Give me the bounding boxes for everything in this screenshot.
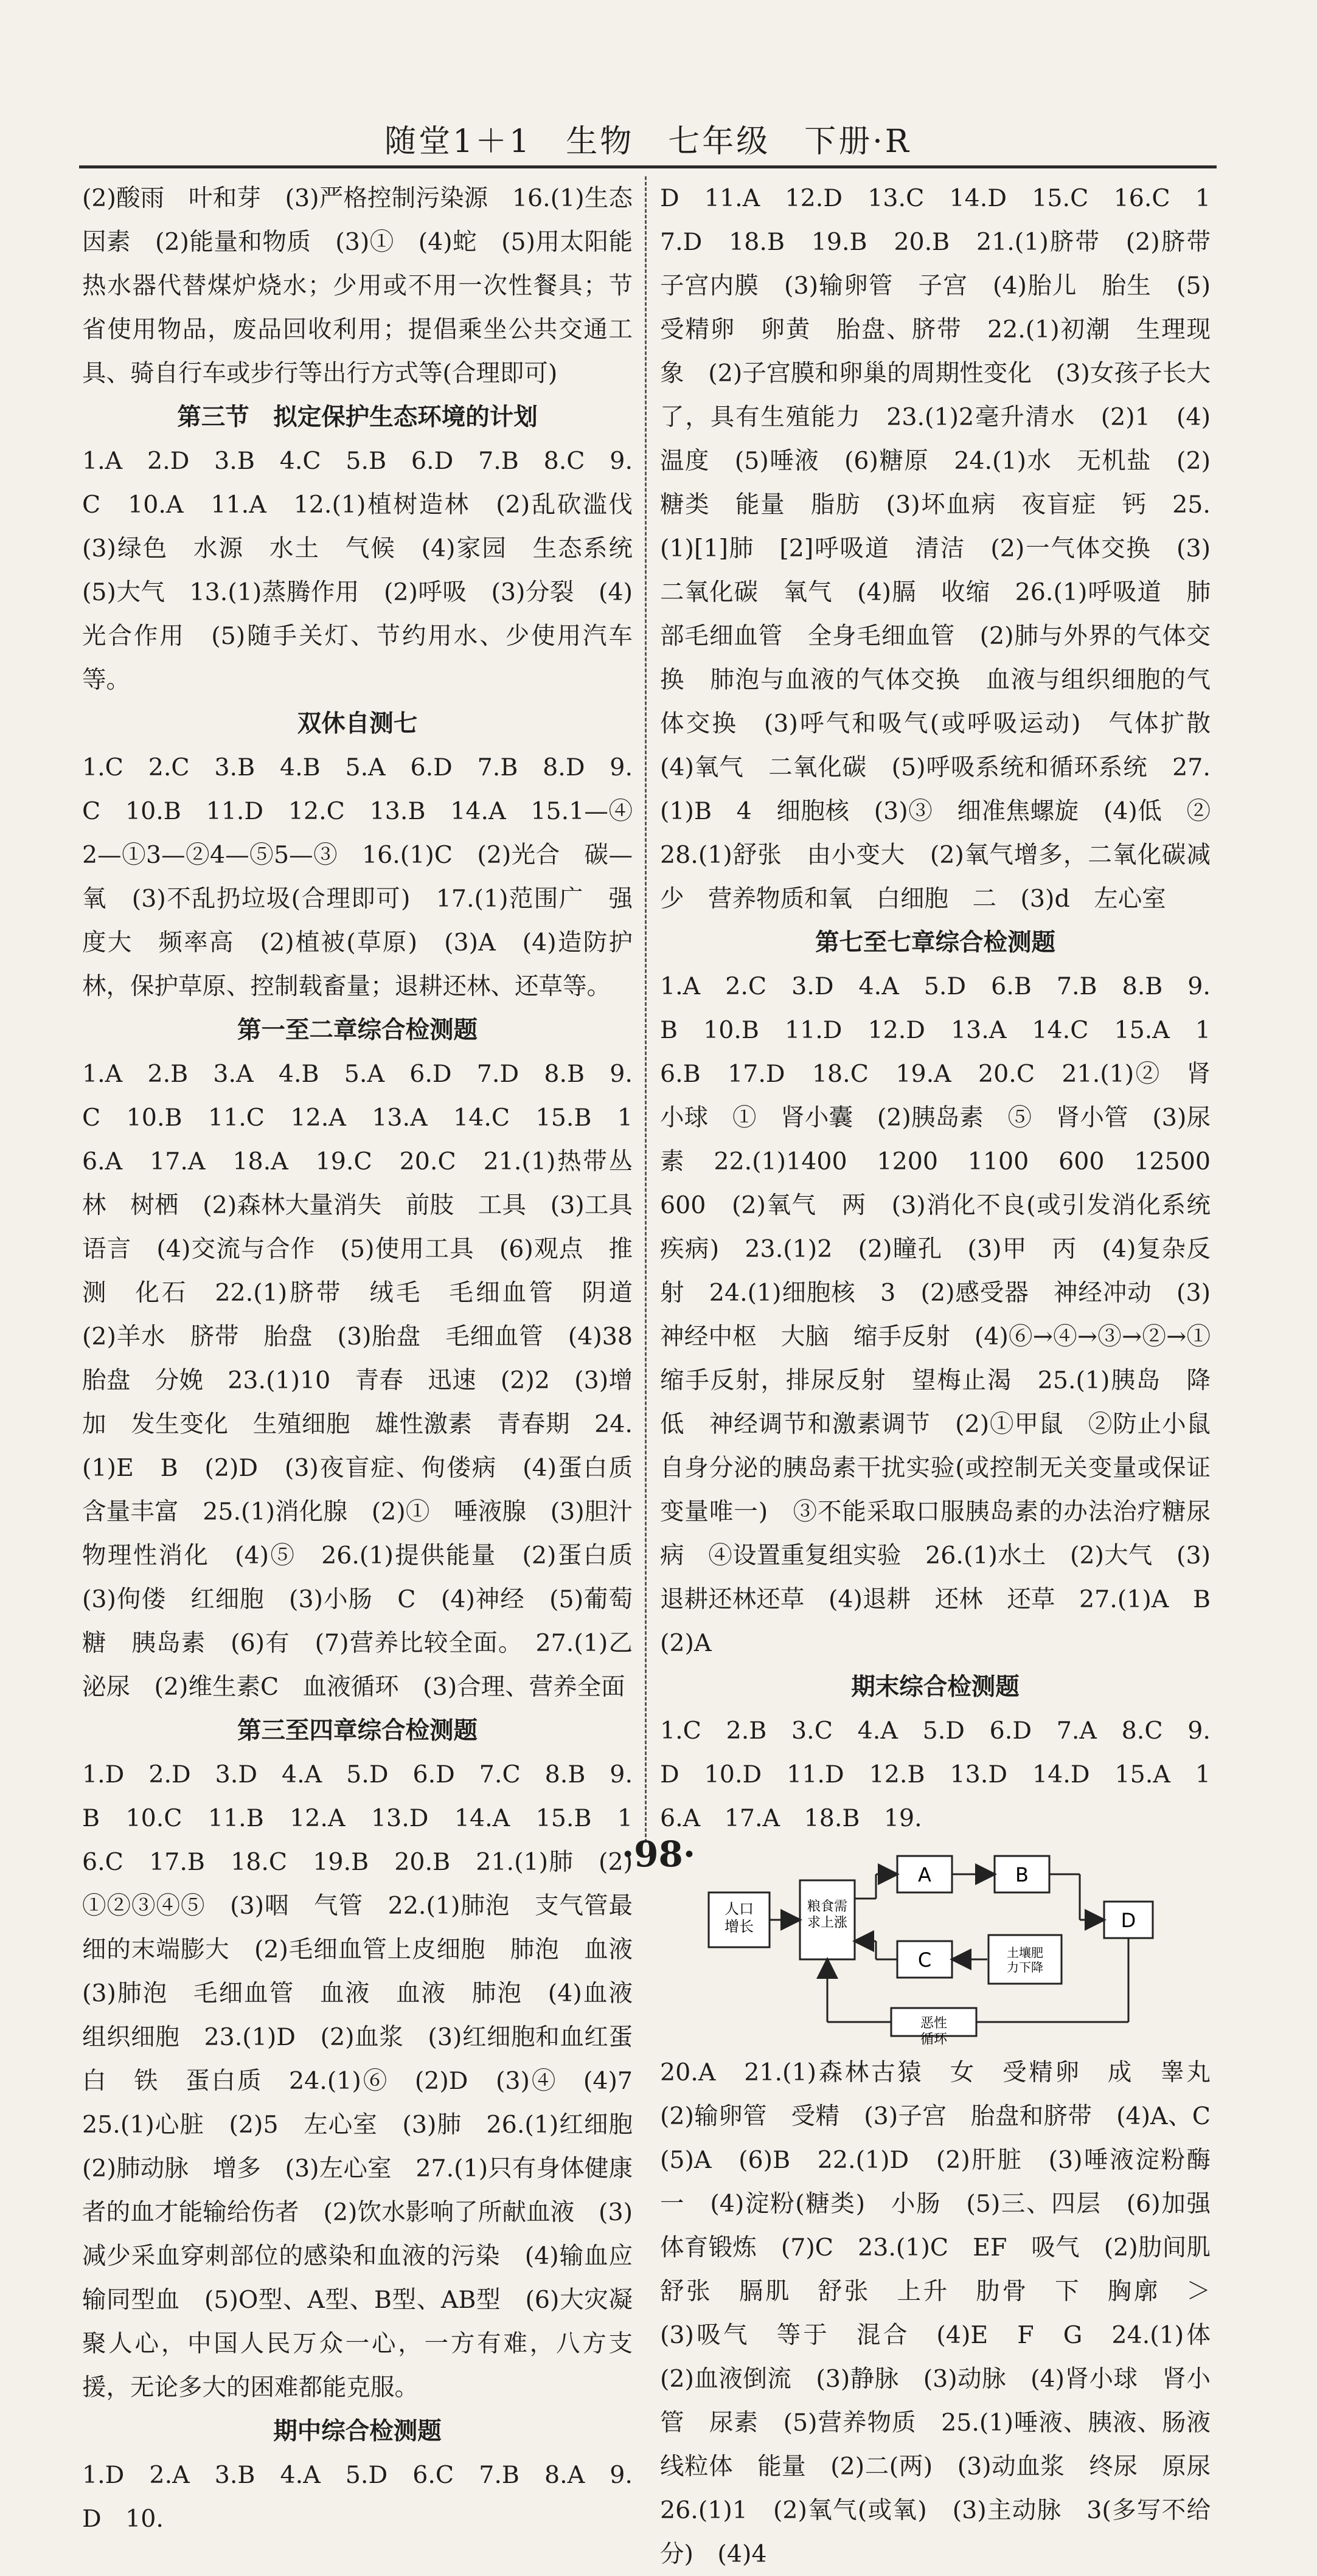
page-header: 随堂1＋1 生物 七年级 下册·R	[384, 123, 911, 160]
left-column	[82, 176, 657, 2541]
answer-block: 1.A 2.D 3.B 4.C 5.B 6.D 7.B 8.C 9.C 10.A 11.A 12.(1)植树造林 (2)乱砍滥伐 (3)绿色 水源 水土 气候 (4)家园 生态系统 (5)大气 13.(1)蒸腾作用 (2)呼吸 (3)分裂 (4)光合作用 (5)随手关灯、节约用水、少使用汽车等。	[82, 447, 657, 694]
answer-block: 1.C 2.C 3.B 4.B 5.A 6.D 7.B 8.D 9.C 10.B 11.D 12.C 13.B 14.A 15.1—④2—①3—②4—⑤5—③ 16.(1)C (2)光合 碳—氧 (3)不乱扔垃圾(合理即可) 17.(1)范围广 强度大 频率高 (2)植被(草原) (3)A (4)造防护林，保护草原、控制载畜量；退耕还林、还草等。	[82, 753, 633, 1000]
population-label: 人口增长	[725, 1900, 754, 1935]
grain-label: 粮食需求上涨	[807, 1899, 848, 1931]
box-c-label: C	[917, 1948, 932, 1972]
soil-label: 土壤肥力下降	[1007, 1945, 1043, 1975]
section-title: 期中综合检测题	[273, 2417, 442, 2445]
answer-block: 1.A 2.C 3.D 4.A 5.D 6.B 7.B 8.B 9.B 10.B 11.D 12.D 13.A 14.C 15.A 16.B 17.D 18.C 19.A 20.C 21.(1)② 肾小球 ① 肾小囊 (2)胰岛素 ⑤ 肾小管 (3)尿素 22.(1)1400 1200 1100 600 12500 600 (2)氧气 两 (3)消化不良(或引发消化系统疾病) 23.(1)2 (2)瞳孔 (3)甲 丙 (4)复杂反射 24.(1)细胞核 3 (2)感受器 神经冲动 (3)神经中枢 大脑 缩手反射 (4)⑥→④→③→②→① 缩手反射，排尿反射 望梅止渴 25.(1)胰岛 降低 神经调节和激素调节 (2)①甲鼠 ②防止小鼠自身分泌的胰岛素干扰实验(或控制无关变量或保证变量唯一) ③不能采取口服胰岛素的办法治疗糖尿病 ④设置重复组实验 26.(1)水土 (2)大气 (3)退耕还林还草 (4)退耕 还林 还草 27.(1)A B (2)A	[660, 972, 1235, 1657]
section-title: 第一至二章综合检测题	[237, 1016, 478, 1044]
answer-block: D 11.A 12.D 13.C 14.D 15.C 16.C 17.D 18.B 19.B 20.B 21.(1)脐带 (2)脐带 子宫内膜 (3)输卵管 子宫 (4)胎儿 胎生 (5)受精卵 卵黄 胎盘、脐带 22.(1)初潮 生理现象 (2)子宫膜和卵巢的周期性变化 (3)女孩子长大了，具有生殖能力 23.(1)2毫升清水 (2)1 (4)温度 (5)唾液 (6)糖原 24.(1)水 无机盐 (2)糖类 能量 脂肪 (3)坏血病 夜盲症 钙 25.(1)[1]肺 [2]呼吸道 清洁 (2)一气体交换 (3)二氧化碳 氧气 (4)膈 收缩 26.(1)呼吸道 肺部毛细血管 全身毛细血管 (2)肺与外界的气体交换 肺泡与血液的气体交换 血液与组织细胞的气体交换 (3)呼气和吸气(或呼吸运动) 气体扩散 (4)氧气 二氧化碳 (5)呼吸系统和循环系统 27.(1)B 4 细胞核 (3)③ 细准焦螺旋 (4)低 ② 28.(1)舒张 由小变大 (2)氧气增多，二氧化碳减少 营养物质和氧 白细胞 二 (3)d 左心室	[660, 184, 1235, 913]
page-number: ·98·	[621, 1833, 696, 1875]
box-a-label: A	[918, 1863, 931, 1886]
section-title: 期末综合检测题	[851, 1673, 1020, 1701]
box-b-label: B	[1015, 1863, 1029, 1886]
answer-block: 20.A 21.(1)森林古猿 女 受精卵 成 睾丸 (2)输卵管 受精 (3)子宫 胎盘和脐带 (4)A、C (5)A (6)B 22.(1)D (2)肝脏 (3)唾液淀粉酶 一 (4)淀粉(糖类) 小肠 (5)三、四层 (6)加强体育锻炼 (7)C 23.(1)C EF 吸气 (2)肋间肌 舒张 膈肌 舒张 上升 肋骨 下 胸廓 ＞ (3)吸气 等于 混合 (4)E F G 24.(1)体 (2)血液倒流 (3)静脉 (3)动脉 (4)肾小球 肾小管 尿素 (5)营养物质 25.(1)唾液、胰液、肠液 线粒体 能量 (2)二(两) (3)动血浆 终尿 原尿 26.(1)1 (2)氧气(或氧) (3)主动脉 3(多写不给分) (4)4	[660, 2058, 1235, 2568]
right-column	[660, 176, 1235, 2576]
section-title: 第三至四章综合检测题	[237, 1717, 478, 1745]
box-d-label: D	[1121, 1909, 1136, 1932]
answer-block: 1.C 2.B 3.C 4.A 5.D 6.D 7.A 8.C 9.D 10.D 11.D 12.B 13.D 14.D 15.A 16.A 17.A 18.B 19.	[660, 1717, 1211, 1832]
column-divider	[645, 176, 647, 1843]
cycle-label: 恶性循环	[920, 2016, 948, 2048]
header-rule	[79, 165, 1217, 168]
cycle-diagram	[703, 1844, 1177, 2051]
section-title: 第七至七章综合检测题	[815, 929, 1055, 957]
answer-block: (2)酸雨 叶和芽 (3)严格控制污染源 16.(1)生态因素 (2)能量和物质 (3)① (4)蛇 (5)用太阳能热水器代替煤炉烧水；少用或不用一次性餐具；节省使用物品，废品回收利用；提倡乘坐公共交通工具、骑自行车或步行等出行方式等(合理即可)	[82, 184, 633, 387]
answer-block: 1.D 2.D 3.D 4.A 5.D 6.D 7.C 8.B 9.B 10.C 11.B 12.A 13.D 14.A 15.B 16.C 17.B 18.C 19.B 20.B 21.(1)肺 (2)①②③④⑤ (3)咽 气管 22.(1)肺泡 支气管最细的末端膨大 (2)毛细血管上皮细胞 肺泡 血液 (3)肺泡 毛细血管 血液 血液 肺泡 (4)血液 组织细胞 23.(1)D (2)血浆 (3)红细胞和血红蛋白 铁 蛋白质 24.(1)⑥ (2)D (3)④ (4)7 25.(1)心脏 (2)5 左心室 (3)肺 26.(1)红细胞 (2)肺动脉 增多 (3)左心室 27.(1)只有身体健康者的血才能输给伤者 (2)饮水影响了所献血液 (3)减少采血穿刺部位的感染和血液的污染 (4)输血应输同型血 (5)O型、A型、B型、AB型 (6)大灾凝聚人心，中国人民万众一心，一方有难，八方支援，无论多大的困难都能克服。	[82, 1761, 657, 2401]
answer-block: 1.A 2.B 3.A 4.B 5.A 6.D 7.D 8.B 9.C 10.B 11.C 12.A 13.A 14.C 15.B 16.A 17.A 18.A 19.C 20.C 21.(1)热带丛林 树栖 (2)森林大量消失 前肢 工具 (3)工具 语言 (4)交流与合作 (5)使用工具 (6)观点 推测 化石 22.(1)脐带 绒毛 毛细血管 阴道 (2)羊水 脐带 胎盘 (3)胎盘 毛细血管 (4)38 胎盘 分娩 23.(1)10 青春 迅速 (2)2 (3)增加 发生变化 生殖细胞 雄性激素 青春期 24.(1)E B (2)D (3)夜盲症、佝偻病 (4)蛋白质含量丰富 25.(1)消化腺 (2)① 唾液腺 (3)胆汁 物理性消化 (4)⑤ 26.(1)提供能量 (2)蛋白质 (3)佝偻 红细胞 (3)小肠 C (4)神经 (5)葡萄糖 胰岛素 (6)有 (7)营养比较全面。 27.(1)乙 泌尿 (2)维生素C 血液循环 (3)合理、营养全面	[82, 1060, 657, 1701]
answer-block: 1.D 2.A 3.B 4.A 5.D 6.C 7.B 8.A 9.D 10.	[82, 2461, 633, 2533]
section-title: 第三节 拟定保护生态环境的计划	[177, 403, 538, 431]
section-title: 双休自测七	[297, 710, 418, 738]
